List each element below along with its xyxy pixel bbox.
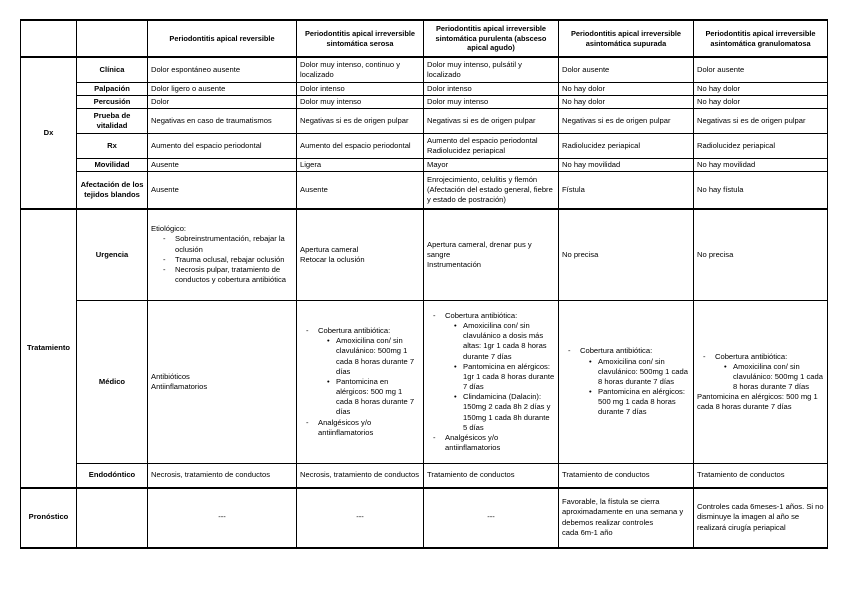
etiologico-list <box>151 234 293 285</box>
list-item: • Clindamicina (Dalacin): 150mg 2 cada 8h 2 días y 150mg 1 cada 8h durante 5 días <box>445 392 555 433</box>
cell: No hay movilidad <box>694 158 828 171</box>
cell: Enrojecimiento, celulitis y flemón (Afectación del estado general, fiebre y estado de postración) <box>424 172 559 209</box>
label-afectacion: Afectación de los tejidos blandos <box>77 172 148 209</box>
cell: Tratamiento de conductos <box>424 464 559 488</box>
header-row <box>21 20 828 57</box>
cell: No hay dolor <box>559 95 694 108</box>
list-item: • Amoxicilina con/ sin clavulánico: 500mg 1 cada 8 horas durante 7 días <box>580 357 690 388</box>
list-item: - Necrosis pulpar, tratamiento de conductos y cobertura antibiótica <box>151 265 293 285</box>
header-supurada: Periodontitis apical irreversible asintomática supurada <box>559 20 694 57</box>
cell: Controles cada 6meses-1 años. Si no disminuye la imagen al año se realizará cirugía periapical <box>694 488 828 548</box>
cobertura-label: Cobertura antibiótica: <box>715 351 788 361</box>
cell: Dolor ausente <box>559 57 694 82</box>
cell: --- <box>297 488 424 548</box>
cell: Apertura cameral Retocar la oclusión <box>297 209 424 301</box>
cell-medico-purulenta <box>424 301 559 464</box>
group-tratamiento: Tratamiento <box>21 209 77 488</box>
label-urgencia: Urgencia <box>77 209 148 301</box>
cell: Dolor espontáneo ausente <box>148 57 297 82</box>
medico-list <box>562 346 690 417</box>
list-item: - Analgésicos y/o antiinflamatorios <box>427 433 555 453</box>
cell: Radiolucidez periapical <box>559 133 694 158</box>
cell: No hay dolor <box>694 95 828 108</box>
list-item: • Amoxicilina con/ sin clavulánico: 500mg 1 cada 8 horas durante 7 días <box>318 336 420 377</box>
row-endodontico <box>21 464 828 488</box>
cell: Ausente <box>148 172 297 209</box>
cell: Tratamiento de conductos <box>559 464 694 488</box>
list-item: - Sobreinstrumentación, rebajar la oclusión <box>151 234 293 254</box>
row-clinica <box>21 57 828 82</box>
group-pronostico: Pronóstico <box>21 488 77 548</box>
cell-urgencia-reversible <box>148 209 297 301</box>
cell: No precisa <box>559 209 694 301</box>
cell: Negativas si es de origen pulpar <box>559 108 694 133</box>
cell: No hay movilidad <box>559 158 694 171</box>
cell: Negativas si es de origen pulpar <box>297 108 424 133</box>
label-palpacion: Palpación <box>77 82 148 95</box>
medico-list <box>427 311 555 453</box>
periodontitis-table <box>20 19 828 549</box>
cell: Dolor intenso <box>297 82 424 95</box>
cell: No hay fístula <box>694 172 828 209</box>
header-reversible: Periodontitis apical reversible <box>148 20 297 57</box>
row-rx <box>21 133 828 158</box>
cell: Dolor muy intenso <box>424 95 559 108</box>
row-movilidad <box>21 158 828 171</box>
cell-medico-serosa <box>297 301 424 464</box>
sub-list <box>580 357 690 418</box>
pantomicina-note: Pantomicina en alérgicos: 500 mg 1 cada 8 horas durante 7 días <box>697 392 818 412</box>
cell: Tratamiento de conductos <box>694 464 828 488</box>
list-item: • Pantomicina en alérgicos: 1gr 1 cada 8 horas durante 7 días <box>445 362 555 393</box>
row-pronostico <box>21 488 828 548</box>
cell-medico-supurada <box>559 301 694 464</box>
cell: Ausente <box>148 158 297 171</box>
cell: Negativas en caso de traumatismos <box>148 108 297 133</box>
row-palpacion <box>21 82 828 95</box>
cobertura-label: Cobertura antibiótica: <box>580 346 653 356</box>
list-item <box>697 352 824 393</box>
header-purulenta: Periodontitis apical irreversible sintomática purulenta (absceso apical agudo) <box>424 20 559 57</box>
list-item: • Pantomicina en alérgicos: 500 mg 1 cada 8 horas durante 7 días <box>580 387 690 418</box>
list-item: - Trauma oclusal, rebajar oclusión <box>151 255 293 265</box>
medico-list <box>300 326 420 438</box>
cell: Dolor <box>148 95 297 108</box>
list-item: • Amoxicilina con/ sin clavulánico a dosis más altas: 1gr 1 cada 8 horas durante 7 días <box>445 321 555 362</box>
list-item <box>562 346 690 417</box>
cell: Dolor intenso <box>424 82 559 95</box>
medico-list <box>697 352 824 393</box>
cell: Negativas si es de origen pulpar <box>424 108 559 133</box>
cell: Antibióticos Antiinflamatorios <box>148 301 297 464</box>
corner-cell-2 <box>77 20 148 57</box>
cell: Dolor ligero o ausente <box>148 82 297 95</box>
cell: Necrosis, tratamiento de conductos <box>148 464 297 488</box>
label-endodontico: Endodóntico <box>77 464 148 488</box>
cell: Dolor ausente <box>694 57 828 82</box>
list-item <box>300 326 420 418</box>
label-medico: Médico <box>77 301 148 464</box>
cobertura-label: Cobertura antibiótica: <box>318 326 391 336</box>
cell: Fístula <box>559 172 694 209</box>
list-item: • Amoxicilina con/ sin clavulánico: 500mg 1 cada 8 horas durante 7 días <box>715 362 824 393</box>
list-item: • Pantomicina en alérgicos: 500 mg 1 cada 8 horas durante 7 días <box>318 377 420 418</box>
row-percusion <box>21 95 828 108</box>
list-item: - Analgésicos y/o antiinflamatorios <box>300 418 420 438</box>
label-movilidad: Movilidad <box>77 158 148 171</box>
cell: --- <box>424 488 559 548</box>
label-vitalidad: Prueba de vitalidad <box>77 108 148 133</box>
group-dx: Dx <box>21 57 77 209</box>
row-urgencia <box>21 209 828 301</box>
cell: No hay dolor <box>559 82 694 95</box>
cell: Aumento del espacio periodontal <box>297 133 424 158</box>
cell: Dolor muy intenso <box>297 95 424 108</box>
etiologico-title: Etiológico: <box>151 224 187 234</box>
label-rx: Rx <box>77 133 148 158</box>
cell: Favorable, la fístula se cierra aproximadamente en una semana y debemos realizar controles cada 6m-1 año <box>559 488 694 548</box>
cell: Mayor <box>424 158 559 171</box>
sub-list <box>318 336 420 417</box>
list-item <box>427 311 555 433</box>
cell: Dolor muy intenso, pulsátil y localizado <box>424 57 559 82</box>
cell-medico-granulomatosa <box>694 301 828 464</box>
cell: Negativas si es de origen pulpar <box>694 108 828 133</box>
cell: No precisa <box>694 209 828 301</box>
header-serosa: Periodontitis apical irreversible sintomática serosa <box>297 20 424 57</box>
cell: Apertura cameral, drenar pus y sangre Instrumentación <box>424 209 559 301</box>
cell: Necrosis, tratamiento de conductos <box>297 464 424 488</box>
sub-list <box>715 362 824 393</box>
cell: --- <box>148 488 297 548</box>
cell: No hay dolor <box>694 82 828 95</box>
empty-cell <box>77 488 148 548</box>
label-clinica: Clínica <box>77 57 148 82</box>
cell: Aumento del espacio periodontal <box>148 133 297 158</box>
cell: Ligera <box>297 158 424 171</box>
label-percusion: Percusión <box>77 95 148 108</box>
cell: Radiolucidez periapical <box>694 133 828 158</box>
corner-cell <box>21 20 77 57</box>
sub-list <box>445 321 555 433</box>
cobertura-label: Cobertura antibiótica: <box>445 310 518 320</box>
row-medico <box>21 301 828 464</box>
cell: Aumento del espacio periodontal Radiolucidez periapical <box>424 133 559 158</box>
cell: Ausente <box>297 172 424 209</box>
row-vitalidad <box>21 108 828 133</box>
header-granulomatosa: Periodontitis apical irreversible asintomática granulomatosa <box>694 20 828 57</box>
cell: Dolor muy intenso, continuo y localizado <box>297 57 424 82</box>
row-afectacion <box>21 172 828 209</box>
